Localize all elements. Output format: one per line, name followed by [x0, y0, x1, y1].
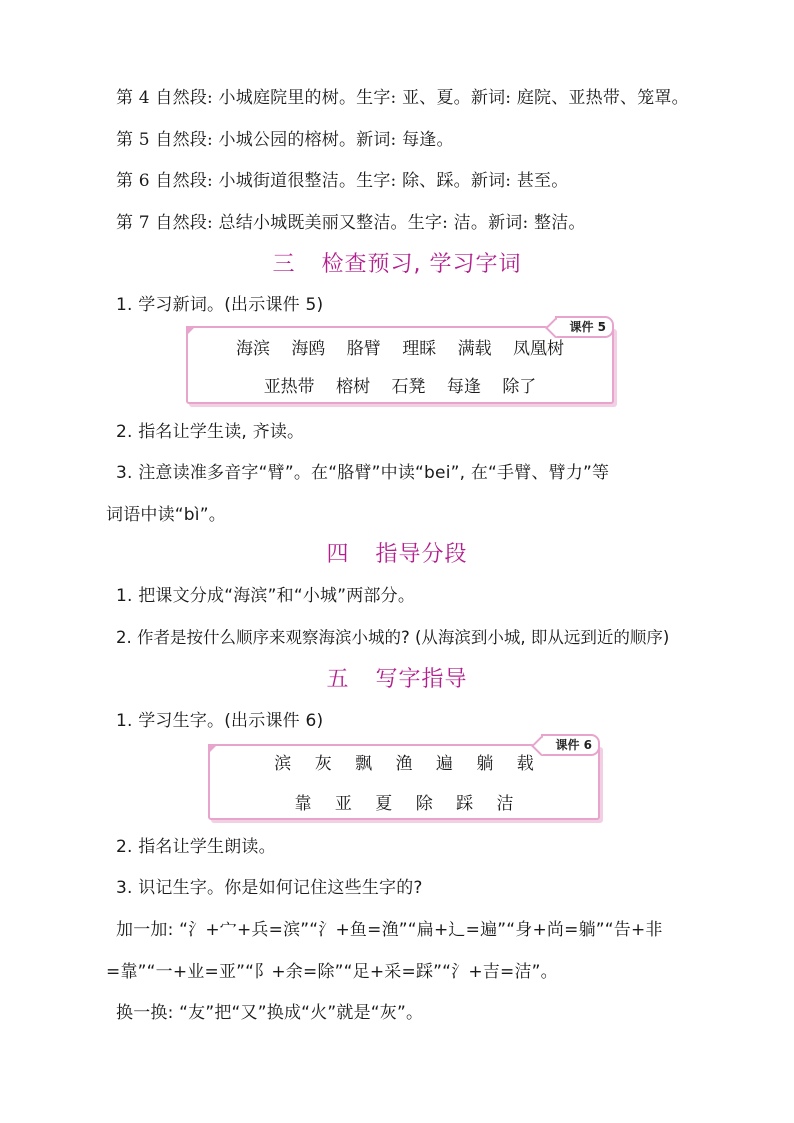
character-item: 渔: [395, 754, 413, 774]
character-item: 躺: [476, 754, 494, 774]
character-item: 夏: [375, 794, 393, 814]
paragraph-6-summary: 第 6 自然段: 小城街道很整洁。生字: 除、踩。新词: 甚至。: [116, 171, 569, 191]
section-4-number: 四: [326, 542, 350, 567]
courseware-5-box: [186, 320, 614, 404]
section-3-item-3-line-2: 词语中读“bì”。: [106, 505, 226, 525]
paragraph-7-summary: 第 7 自然段: 总结小城既美丽又整洁。生字: 洁。新词: 整洁。: [116, 213, 586, 233]
section-4-item-2: 2. 作者是按什么顺序来观察海滨小城的? (从海滨到小城, 即从远到近的顺序): [116, 628, 670, 647]
word-item: 除了: [502, 377, 537, 397]
character-item: 除: [415, 794, 433, 814]
paragraph-5-summary: 第 5 自然段: 小城公园的榕树。新词: 每逢。: [116, 130, 454, 150]
word-item: 理睬: [402, 339, 437, 359]
word-item: 胳臂: [346, 339, 381, 359]
character-item: 遍: [435, 754, 453, 774]
courseware-5-tag: 课件 5: [555, 316, 614, 338]
word-item: 满载: [457, 339, 492, 359]
section-5-heading: [0, 666, 794, 694]
section-5-number: 五: [326, 667, 350, 692]
section-4-heading: [0, 541, 794, 569]
courseware-6-box: [208, 738, 600, 820]
character-item: 载: [516, 754, 534, 774]
section-3-number: 三: [272, 252, 296, 277]
character-item: 踩: [456, 794, 474, 814]
add-method-line-1: 加一加: “氵+宀+兵=滨”“氵+鱼=渔”“扁+辶=遍”“身+尚=躺”“告+非: [116, 920, 663, 940]
section-4-title: 指导分段: [375, 542, 468, 567]
word-item: 石凳: [391, 377, 426, 397]
section-5-item-3: 3. 识记生字。你是如何记住这些生字的?: [116, 878, 423, 898]
box-corner-mark: [186, 326, 196, 336]
word-item: 海鸥: [291, 339, 326, 359]
section-3-heading: [0, 251, 794, 279]
word-item: 海滨: [235, 339, 270, 359]
new-characters-row-2: [210, 793, 598, 815]
section-5-title: 写字指导: [375, 667, 468, 692]
section-4-item-1: 1. 把课文分成“海滨”和“小城”两部分。: [116, 586, 416, 606]
character-item: 靠: [294, 794, 312, 814]
section-3-title: 检查预习, 学习字词: [321, 252, 522, 277]
section-3-item-3-line-1: 3. 注意读准多音字“臂”。在“胳臂”中读“bei”, 在“手臂、臂力”等: [116, 463, 610, 483]
character-item: 洁: [496, 794, 514, 814]
character-item: 飘: [355, 754, 373, 774]
character-item: 滨: [274, 754, 292, 774]
add-method-line-2: =靠”“一+业=亚”“阝+余=除”“足+采=踩”“氵+吉=洁”。: [106, 962, 558, 982]
section-3-item-1: 1. 学习新词。(出示课件 5): [116, 295, 324, 315]
new-characters-row-1: [210, 753, 598, 775]
new-words-row-1: [188, 338, 612, 360]
swap-method-line: 换一换: “友”把“又”换成“火”就是“灰”。: [116, 1003, 424, 1023]
section-5-item-1: 1. 学习生字。(出示课件 6): [116, 711, 324, 731]
word-item: 每逢: [446, 377, 481, 397]
word-item: 亚热带: [263, 377, 315, 397]
section-5-item-2: 2. 指名让学生朗读。: [116, 837, 276, 857]
courseware-6-tag: 课件 6: [541, 734, 600, 756]
word-item: 凤凰树: [513, 339, 565, 359]
character-item: 亚: [334, 794, 352, 814]
section-3-item-2: 2. 指名让学生读, 齐读。: [116, 422, 305, 442]
word-item: 榕树: [336, 377, 371, 397]
paragraph-4-summary: 第 4 自然段: 小城庭院里的树。生字: 亚、夏。新词: 庭院、亚热带、笼罩。: [116, 88, 689, 108]
new-words-row-2: [188, 376, 612, 398]
character-item: 灰: [314, 754, 332, 774]
